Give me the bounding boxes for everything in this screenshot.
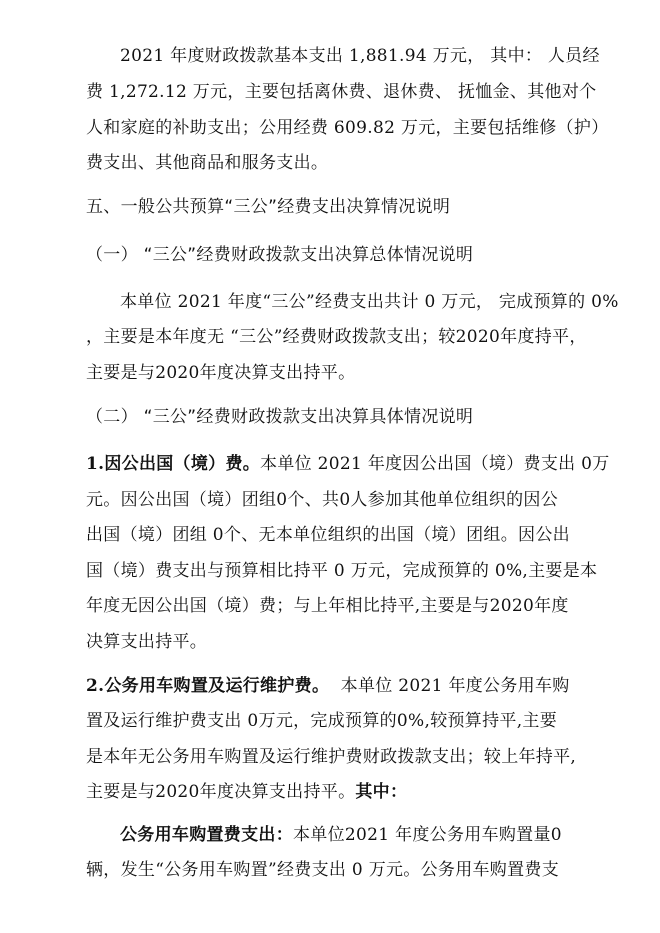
paragraph-line: 人和家庭的补助支出；公用经费 609.82 万元，主要包括维修（护）	[86, 118, 609, 138]
paragraph-line: 决算支出持平。	[86, 632, 208, 652]
section-heading: 五、一般公共预算“三公”经费支出决算情况说明	[86, 197, 451, 217]
paragraph-line: 元。因公出国（境）团组0个、共0人参加其他单位组织的因公	[86, 490, 559, 510]
paragraph-line	[86, 780, 407, 804]
subsection-heading: （二） “三公”经费财政拨款支出决算具体情况说明	[86, 407, 474, 427]
item-text: 主要是与2020年度决算支出持平。	[86, 782, 356, 802]
paragraph-line: 主要是与2020年度决算支出持平。	[86, 363, 356, 383]
paragraph-line: 2021 年度财政拨款基本支出 1,881.94 万元， 其中： 人员经	[120, 46, 600, 66]
item-heading: 2.公务用车购置及运行维护费。	[86, 676, 330, 696]
item-text: 本单位 2021 年度因公出国（境）费支出 0万	[260, 454, 610, 474]
paragraph-line	[120, 823, 562, 847]
paragraph-line: 费支出、其他商品和服务支出。	[86, 153, 329, 173]
paragraph-line: 费 1,272.12 万元，主要包括离休费、退休费、 抚恤金、其他对个	[86, 82, 597, 102]
paragraph-line: 是本年无公务用车购置及运行维护费财政拨款支出；较上年持平,	[86, 747, 577, 767]
paragraph-line: ，主要是本年度无 “三公”经费财政拨款支出；较2020年度持平，	[86, 327, 587, 347]
subsection-heading: （一） “三公”经费财政拨款支出决算总体情况说明	[86, 245, 474, 265]
item-heading: 公务用车购置费支出：	[120, 825, 293, 845]
paragraph-line: 出国（境）团组 0个、无本单位组织的出国（境）团组。因公出	[86, 525, 570, 545]
paragraph-line: 本单位 2021 年度“三公”经费支出共计 0 万元， 完成预算的 0%	[120, 292, 619, 312]
paragraph-line: 年度无因公出国（境）费；与上年相比持平,主要是与2020年度	[86, 596, 569, 616]
paragraph-line: 辆，发生“公务用车购置”经费支出 0 万元。公务用车购置费支	[86, 860, 560, 880]
item-text: 本单位 2021 年度公务用车购	[340, 676, 570, 696]
item-heading: 1.因公出国（境）费。	[86, 454, 261, 474]
paragraph-line: 置及运行维护费支出 0万元，完成预算的0%,较预算持平,主要	[86, 711, 557, 731]
item-text: 本单位2021 年度公务用车购置量0	[293, 825, 562, 845]
paragraph-line	[86, 452, 610, 476]
item-heading: 其中：	[355, 782, 408, 802]
paragraph-line	[86, 674, 570, 698]
paragraph-line: 国（境）费支出与预算相比持平 0 万元，完成预算的 0%,主要是本	[86, 561, 598, 581]
